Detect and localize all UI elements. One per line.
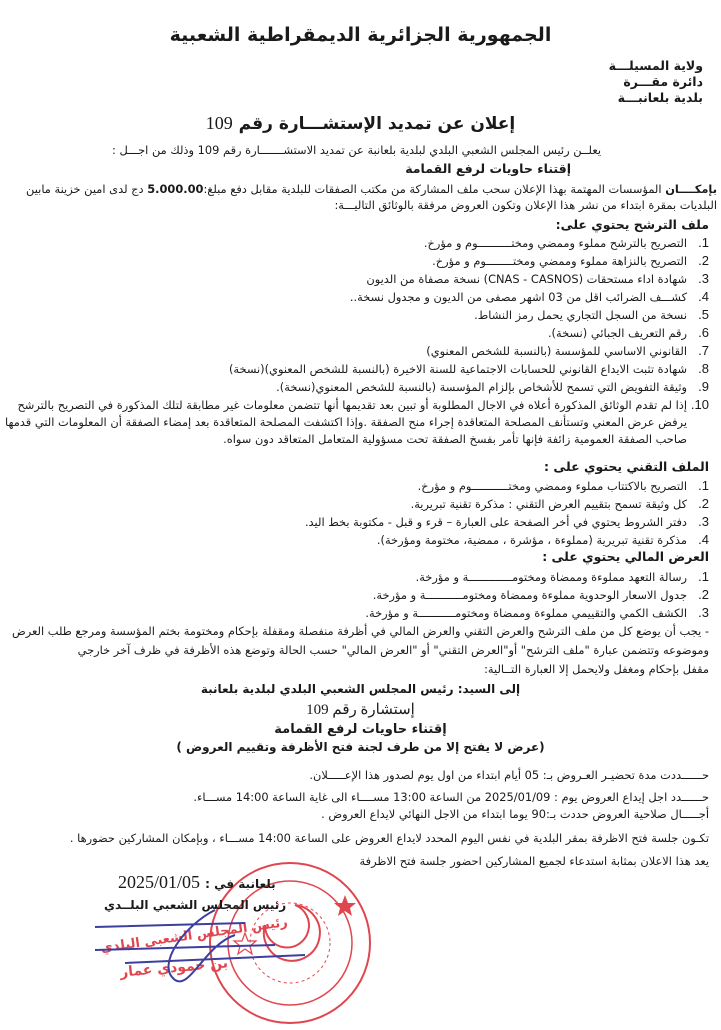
item-text: رقم التعريف الجبائي (نسخة). xyxy=(547,326,687,340)
signature-scribble-icon xyxy=(95,905,325,985)
fee-unit: دج لدى امين خزينة مابين xyxy=(26,182,148,196)
candidacy-item xyxy=(5,252,709,270)
announcement-title xyxy=(0,113,721,134)
financial-item xyxy=(365,604,709,622)
item-number: 4. xyxy=(698,289,709,304)
candidacy-list xyxy=(5,234,709,448)
candidacy-item xyxy=(5,324,709,342)
candidacy-item xyxy=(5,342,709,360)
item-text: كشـــف الضرائب اقل من 03 اشهر مصفى من الديون و مجدول نسخة.. xyxy=(349,290,687,304)
technical-heading: الملف التقني يحتوي على : xyxy=(544,459,709,474)
republic-header: الجمهورية الجزائرية الديمقراطية الشعبية xyxy=(169,24,552,46)
candidacy-item xyxy=(5,360,709,378)
signatory-title: رئيس المجلس الشعبي البلــدي xyxy=(104,898,287,912)
item-number: 3. xyxy=(698,514,709,529)
candidacy-item xyxy=(5,306,709,324)
candidacy-item xyxy=(5,234,709,252)
daira-line: دائرة مقـــرة xyxy=(623,74,703,89)
item-number: 3. xyxy=(698,271,709,286)
candidacy-item-continuation: صاحب الصفقة العمومية زائفة فإنها تأمر بفسخ الصفقة تحت مسؤولية المتعامل المتعاقد دون سواه. xyxy=(223,432,687,446)
item-text: التصريح بالنزاهة مملوء وممضي ومختــــــــوم و مؤرخ. xyxy=(432,254,687,268)
commune-line: بلدية بلعانبـــة xyxy=(617,90,703,105)
signature-place: بلعانبة في : xyxy=(205,877,276,891)
para-withdrawal-line2: البلديات بمقرة ابتداء من نشر هذا الإعلان وتكون العروض مرفقة بالوثائق التاليـــة: xyxy=(334,198,717,212)
technical-item xyxy=(305,495,709,513)
item-text: رسالة التعهد مملوءة وممضاة ومختومـــــــــــــة و مؤرخة. xyxy=(415,570,687,584)
announcement-number: 109 xyxy=(205,113,233,133)
candidacy-item xyxy=(5,396,709,414)
candidacy-item xyxy=(5,378,709,396)
item-text: شهادة تثبت الايداع القانوني للحسابات الاجتماعية للسنة الاخيرة (بالنسبة للشخص المعنوي)(نسخة) xyxy=(228,362,687,376)
para-lead: بإمكــــان xyxy=(665,182,717,196)
item-number: 5. xyxy=(698,307,709,322)
candidacy-item-continuation: يرفض عرض المعني وتستأنف المصلحة المتعاقدة إجراء منح الصفقة .وإذا اكتشفت المصلحة المتعاقدة بعد إمضاء الصفقة أن المعلومات التي قدمها xyxy=(4,415,687,429)
envelope-subject: إقتناء حاويات لرفع القمامة xyxy=(274,722,447,737)
envelope-note-line: - يجب أن يوضع كل من ملف الترشح والعرض التقني والعرض المالي في أظرفة منفصلة ومقفلة بإحكام ومختومة بختم المؤسسة ومرجع طلب العرض xyxy=(11,624,709,638)
item-text: دفتر الشروط يحتوي في أخر الصفحة على العبارة – قرء و قبل - مكتوبة بخط اليد. xyxy=(304,515,687,529)
technical-item xyxy=(305,531,709,549)
item-number: 8. xyxy=(698,361,709,376)
item-text: القانوني الاساسي للمؤسسة (بالنسبة للشخص المعنوي) xyxy=(426,344,687,358)
financial-item xyxy=(365,568,709,586)
financial-heading: العرض المالي يحتوي على : xyxy=(542,549,709,564)
fee-amount: 5.000.00 xyxy=(147,182,204,196)
item-number: 1. xyxy=(698,478,709,493)
candidacy-heading: ملف الترشح يحتوي على: xyxy=(555,217,709,232)
envelope-note-line: مقفل بإحكام ومغفل ولايحمل إلا العبارة التــالية: xyxy=(484,662,709,676)
candidacy-item xyxy=(5,270,709,288)
candidacy-item xyxy=(5,288,709,306)
signature-date: 2025/01/05 xyxy=(118,872,201,892)
item-number: 2. xyxy=(698,587,709,602)
wilaya-line: ولاية المسيلـــة xyxy=(608,58,703,73)
item-number: 3. xyxy=(698,605,709,620)
envelope-consultation: إستشارة رقم 109 xyxy=(306,702,415,718)
administrative-block xyxy=(609,58,703,106)
item-text: إذا لم تقدم الوثائق المذكورة أعلاه في الاجال المطلوبة أو تبين بعد تقديمها أنها تتضمن معلومات غير مطابقة لتلك المذكورة في التصريح بالترشح xyxy=(17,398,687,412)
envelope-note: (عرض لا يفتح إلا من طرف لجنة فتح الأظرفة وتقييم العروض ) xyxy=(176,740,545,754)
signature-date-line xyxy=(118,872,276,893)
announcement-title-text: إعلان عن تمديد الإستشـــارة رقم xyxy=(238,114,516,134)
item-number: 4. xyxy=(698,532,709,547)
handwritten-title: رئيس المجلس الشعبي البلدي xyxy=(99,914,289,957)
envelope-addressee: إلى السيد: رئيس المجلس الشعبي البلدي لبلدية بلعانبة xyxy=(200,682,521,696)
item-number: 1. xyxy=(698,569,709,584)
technical-item xyxy=(305,513,709,531)
item-text: الكشف الكمي والتقييمي مملوءة وممضاة ومختومـــــــــــة و مؤرخة. xyxy=(365,606,687,620)
item-text: مذكرة تقنية تبريرية (مملوءة ، مؤشرة ، ممضية، مختومة ومؤرخة). xyxy=(376,533,687,547)
item-number: 9. xyxy=(698,379,709,394)
opening-session: تكـون جلسة فتح الاظرفة بمقر البلدية في نفس اليوم المحدد لايداع العروض على الساعة 14:00 مســـاء ، وبإمكان المشاركين حضورها . xyxy=(69,831,709,845)
intro-line: يعلــن رئيس المجلس الشعبي البلدي لبلدية بلعانبة عن تمديد الاستشـــــــارة رقم 109 وذلك من اجـــل : xyxy=(112,143,601,157)
item-number: 2. xyxy=(698,496,709,511)
item-text: كل وثيقة تسمح بتقييم العرض التقني : مذكرة تقنية تبريرية. xyxy=(410,497,687,511)
validity-period: أجـــــال صلاحية العروض حددت بـ:90 يوما ابتداء من الاجل النهائي لايداع العروض . xyxy=(321,807,709,821)
technical-list xyxy=(305,477,709,549)
prep-period: حــــــددت مدة تحضيـر العـروض بـ: 05 أيام ابتداء من اول يوم لصدور هذا الإعـــــلان. xyxy=(309,768,709,782)
item-number: 10. xyxy=(690,397,709,412)
item-number: 1. xyxy=(698,235,709,250)
financial-item xyxy=(365,586,709,604)
financial-list xyxy=(365,568,709,622)
item-text: شهادة اداء مستحقات (CNAS - CASNOS) نسخة مصفاة من الديون xyxy=(366,272,687,286)
item-number: 2. xyxy=(698,253,709,268)
item-number: 7. xyxy=(698,343,709,358)
item-text: التصريح بالترشح مملوء وممضي ومختــــــــــوم و مؤرخ. xyxy=(423,236,687,250)
handwritten-name: بن حمودي عمار xyxy=(119,955,229,981)
item-text: وثيقة التفويض التي تسمح للأشخاص بإلزام المؤسسة (بالنسبة للشخص المعنوي(نسخة). xyxy=(276,380,687,394)
item-text: نسخة من السجل التجاري يحمل رمز النشاط. xyxy=(474,308,687,322)
para-text: المؤسسات المهتمة بهذا الإعلان سحب ملف المشاركة من مكتب الصفقات للبلدية مقابل دفع مبلغ: xyxy=(203,182,666,196)
summons-note: يعد هذا الاعلان بمثابة استدعاء لجميع المشاركين احضور جلسة فتح الاظرفة xyxy=(359,854,709,868)
subject-heading: إقتناء حاويات لرفع القمامة xyxy=(405,161,571,176)
item-text: جدول الاسعار الوحدوية مملوءة وممضاة ومختومـــــــــــة و مؤرخة. xyxy=(372,588,687,602)
item-text: التصريح بالاكتتاب مملوء وممضي ومختـــــــــــوم و مؤرخ. xyxy=(417,479,687,493)
envelope-note-line: وموضوعه وتتضمن عبارة "ملف الترشح" أو"العرض التقني" أو "العرض المالي" حسب الحالة وتوضع هذه الأظرفة في ظرف آخر خارجي xyxy=(77,643,709,657)
deposit-deadline: حــــــدد اجل إيداع العروض يوم : 2025/01/09 من الساعة 13:00 مســــاء الى غاية الساعة 14:00 مســـاء. xyxy=(193,790,709,804)
item-number: 6. xyxy=(698,325,709,340)
technical-item xyxy=(305,477,709,495)
para-withdrawal xyxy=(8,181,717,198)
